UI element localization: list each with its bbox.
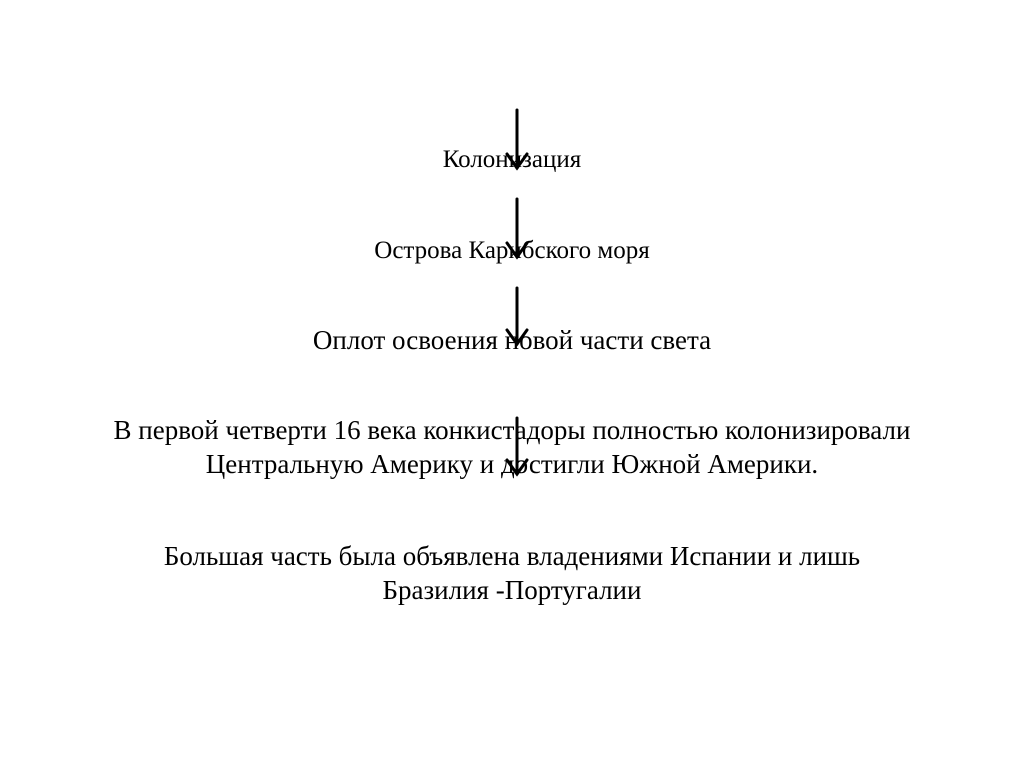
node-text: Острова Карибского моря xyxy=(374,237,650,264)
node-new-world-stronghold xyxy=(0,324,1024,358)
node-text-line-2: Центральную Америку и достигли Южной Америки. xyxy=(205,448,819,479)
node-text: Колонизация xyxy=(442,146,582,173)
node-spain-portugal xyxy=(0,540,1024,608)
node-text: Оплот освоения новой части света xyxy=(312,325,712,355)
node-colonization xyxy=(0,144,1024,175)
node-text-line-2: Бразилия -Португалии xyxy=(382,574,642,605)
node-caribbean-islands xyxy=(0,235,1024,266)
node-text-line-1: В первой четверти 16 века конкистадоры полностью колонизировали xyxy=(113,415,911,445)
node-text-line-1: Большая часть была объявлена владениями Испании и лишь xyxy=(163,541,861,571)
node-conquistadors xyxy=(0,414,1024,482)
